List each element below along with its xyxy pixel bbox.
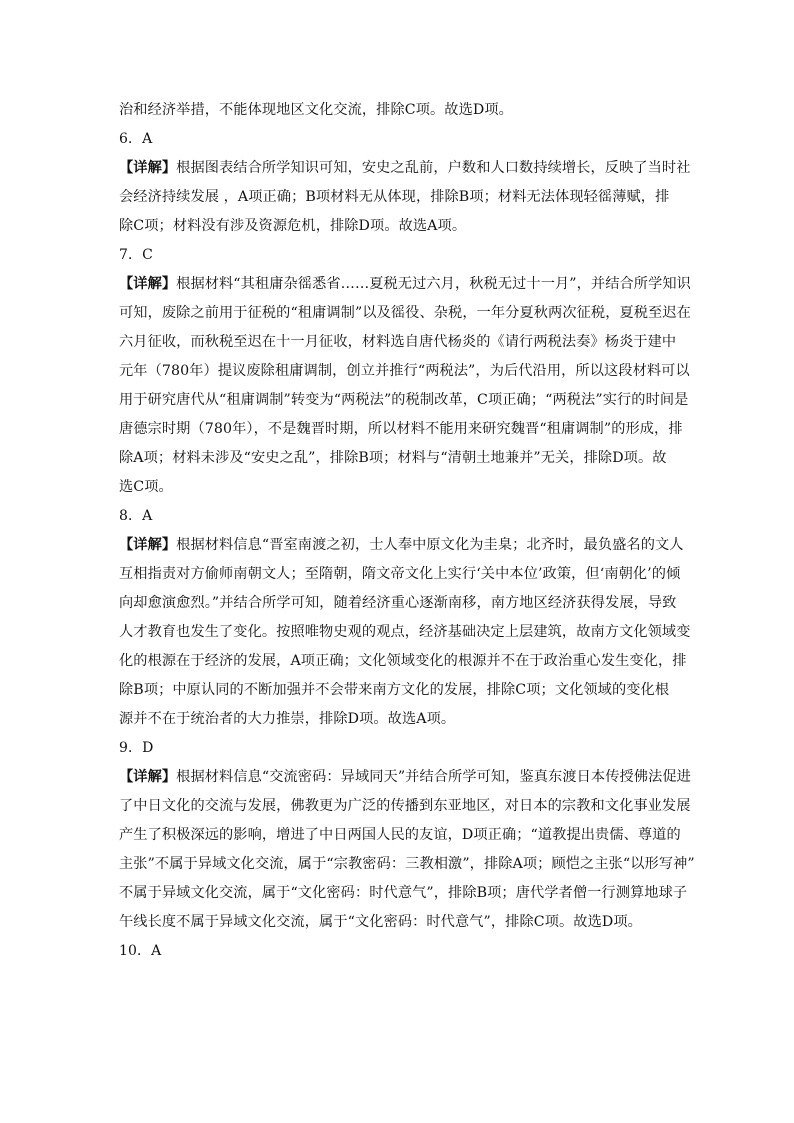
explanation-text: 根据材料“其租庸杂徭悉省……夏税无过六月，秋税无过十一月”，并结合所学知识 bbox=[176, 276, 691, 292]
explanation-9-line-2: 了中日文化的交流与发展，佛教更为广泛的传播到东亚地区，对日本的宗教和文化事业发展 bbox=[119, 798, 691, 814]
explanation-7-line-2: 可知，废除之前用于征税的“租庸调制”以及徭役、杂税，一年分夏秋两次征税，夏税至迟在 bbox=[119, 305, 691, 321]
explanation-7-line-8: 选C项。 bbox=[119, 479, 173, 495]
explanation-9-line-1 bbox=[119, 763, 691, 792]
intro-line: 治和经济举措，不能体现地区文化交流，排除C项。故选D项。 bbox=[119, 102, 513, 118]
explanation-7-line-1 bbox=[119, 270, 691, 299]
explanation-7-line-6: 唐德宗时期（780年），不是魏晋时期，所以材料不能用来研究魏晋“租庸调制”的形成，排 bbox=[119, 421, 683, 437]
answer-8: 8．A bbox=[119, 508, 153, 524]
explanation-7-line-5: 用于研究唐代从“租庸调制”转变为“两税法”的税制改革，C项正确；“两税法”实行的时间是 bbox=[119, 392, 689, 408]
detail-tag: 【详解】 bbox=[119, 769, 177, 785]
explanation-8-line-7: 源并不在于统治者的大力推崇，排除D项。故选A项。 bbox=[119, 711, 456, 727]
explanation-8-line-4: 人才教育也发生了变化。按照唯物史观的观点，经济基础决定上层建筑，故南方文化领域变 bbox=[119, 624, 691, 640]
explanation-8-line-2: 互相指责对方偷师南朝文人；至隋朝，隋文帝文化上实行‘关中本位’政策，但‘南朝化’的倾 bbox=[119, 566, 681, 582]
explanation-9-line-6: 午线长度不属于异域文化交流，属于“文化密码：时代意气”，排除C项。故选D项。 bbox=[119, 914, 642, 930]
explanation-6-line-1 bbox=[119, 154, 691, 183]
answer-10: 10．A bbox=[119, 943, 162, 959]
explanation-text: 根据图表结合所学知识可知，安史之乱前，户数和人口数持续增长，反映了当时社 bbox=[176, 160, 691, 176]
explanation-8-line-6: 除B项；中原认同的不断加强并不会带来南方文化的发展，排除C项；文化领域的变化根 bbox=[119, 682, 670, 698]
detail-tag: 【详解】 bbox=[119, 160, 177, 176]
explanation-9-line-5: 不属于异域文化交流，属于“文化密码：时代意气”，排除B项；唐代学者僧一行测算地球子 bbox=[119, 885, 688, 901]
detail-tag: 【详解】 bbox=[119, 276, 177, 292]
explanation-text: 根据材料信息“交流密码：异域同天”并结合所学可知，鉴真东渡日本传授佛法促进 bbox=[176, 769, 691, 785]
explanation-9-line-4: 主张”不属于异域文化交流，属于“宗教密码：三教相激”，排除A项；顾恺之主张“以形写神” bbox=[119, 856, 695, 872]
explanation-8-line-3: 向却愈演愈烈。”并结合所学可知，随着经济重心逐渐南移，南方地区经济获得发展，导致 bbox=[119, 595, 677, 611]
answer-7: 7．C bbox=[119, 247, 153, 263]
answer-9: 9．D bbox=[119, 740, 154, 756]
document-page bbox=[119, 96, 695, 966]
explanation-6-line-3: 除C项；材料没有涉及资源危机，排除D项。故选A项。 bbox=[119, 218, 467, 234]
answer-6: 6．A bbox=[119, 131, 153, 147]
explanation-7-line-4: 元年（780年）提议废除租庸调制，创立并推行“两税法”，为后代沿用，所以这段材料可以 bbox=[119, 363, 690, 379]
explanation-8-line-1 bbox=[119, 531, 684, 560]
explanation-8-line-5: 化的根源在于经济的发展，A项正确；文化领域变化的根源并不在于政治重心发生变化，排 bbox=[119, 653, 687, 669]
detail-tag: 【详解】 bbox=[119, 537, 177, 553]
explanation-7-line-3: 六月征收，而秋税至迟在十一月征收，材料选自唐代杨炎的《请行两税法奏》杨炎于建中 bbox=[119, 334, 677, 350]
explanation-6-line-2: 会经济持续发展 ，A项正确；B项材料无从体现，排除B项；材料无法体现轻徭薄赋，排 bbox=[119, 189, 670, 205]
explanation-text: 根据材料信息“晋室南渡之初，士人奉中原文化为圭臬；北齐时，最负盛名的文人 bbox=[176, 537, 684, 553]
explanation-9-line-3: 产生了积极深远的影响，增进了中日两国人民的友谊，D项正确；“道教提出贵儒、尊道的 bbox=[119, 827, 681, 843]
explanation-7-line-7: 除A项；材料未涉及“安史之乱”，排除B项；材料与“清朝土地兼并”无关，排除D项。故 bbox=[119, 450, 667, 466]
